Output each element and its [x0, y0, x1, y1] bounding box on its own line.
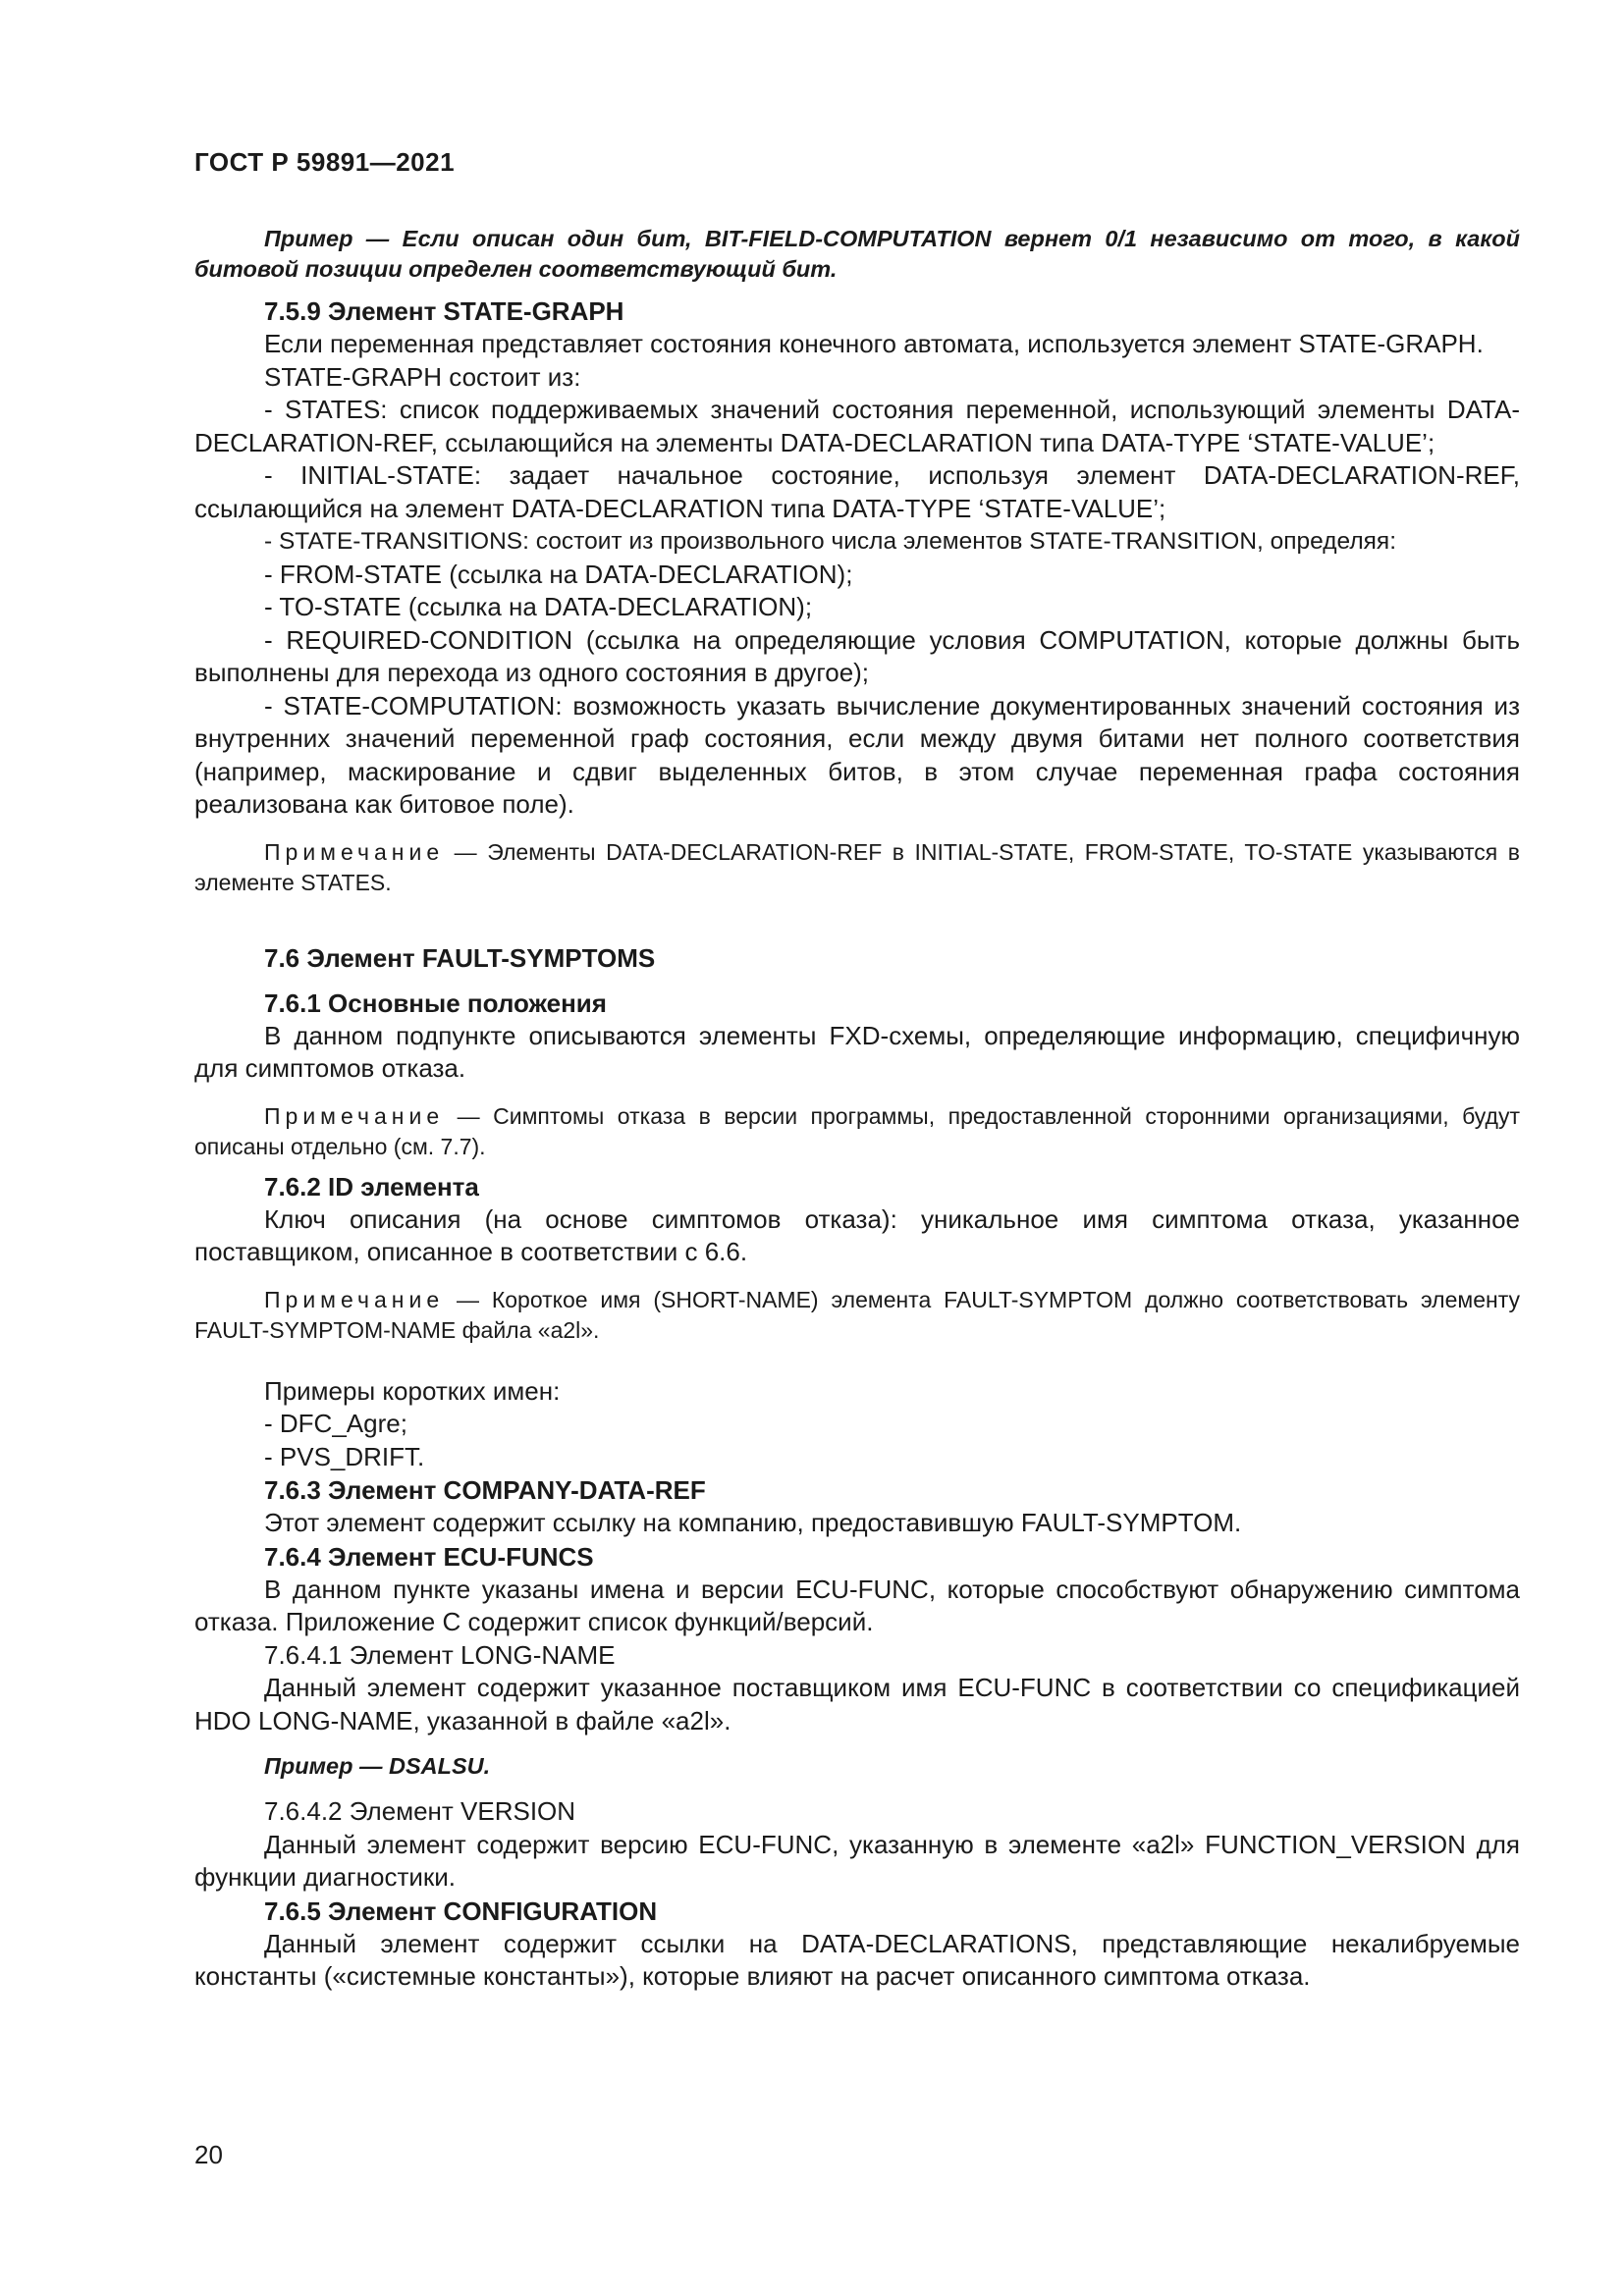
paragraph: Ключ описания (на основе симптомов отказа): уникальное имя симптома отказа, указанное поставщиком, описанное в соответствии с 6.6.: [194, 1203, 1520, 1266]
heading-7-6-5: 7.6.5 Элемент CONFIGURATION: [264, 1896, 658, 1926]
note: [194, 837, 1520, 898]
list-item: - STATES: список поддерживаемых значений состояния переменной, использующий элементы DATA-DECLARATION-REF, ссылающийся на элементы DATA-DECLARATION типа DATA-TYPE ‘STATE-VALUE’;: [194, 395, 1520, 457]
paragraph: Этот элемент содержит ссылку на компанию, предоставившую FAULT-SYMPTOM.: [264, 1508, 1242, 1537]
list-item: - TO-STATE (ссылка на DATA-DECLARATION);: [264, 592, 813, 621]
note-label: Примечание: [264, 838, 445, 865]
heading-7-6-4-2: 7.6.4.2 Элемент VERSION: [264, 1796, 576, 1826]
note-label: Примечание: [264, 1286, 445, 1312]
heading-7-6: 7.6 Элемент FAULT-SYMPTOMS: [264, 942, 656, 973]
note-text: — Короткое имя (SHORT-NAME) элемента FAULT-SYMPTOM должно соответствовать элементу FAULT-SYMPTOM-NAME файла «a2l».: [194, 1286, 1520, 1343]
heading-7-6-2: 7.6.2 ID элемента: [264, 1171, 479, 1201]
list-item: - DFC_Agre;: [264, 1409, 407, 1438]
example-text: Пример — DSALSU.: [264, 1753, 491, 1779]
example-text: Пример — Если описан один бит, BIT-FIELD-COMPUTATION вернет 0/1 независимо от того, в какой битовой позиции определен соответствующий бит.: [194, 226, 1520, 282]
heading-7-6-1: 7.6.1 Основные положения: [264, 988, 607, 1018]
paragraph: STATE-GRAPH состоит из:: [264, 361, 581, 392]
document-body: [194, 224, 1520, 1994]
heading-7-6-3: 7.6.3 Элемент COMPANY-DATA-REF: [264, 1475, 706, 1505]
note-label: Примечание: [264, 1102, 445, 1129]
list-item: - STATE-COMPUTATION: возможность указать вычисление документированных значений состояния из внутренних значений переменной граф состояния, если между двумя битами нет полного соответствия (например, маскирование и сдвиг выделенных битов, в этом случае переменная графа состояния реализована как битовое поле).: [194, 690, 1520, 819]
paragraph: В данном подпункте описываются элементы FXD-схемы, определяющие информацию, специфичную для симптомов отказа.: [194, 1020, 1520, 1083]
paragraph: Данный элемент содержит указанное поставщиком имя ECU-FUNC в соответствии со спецификацией HDO LONG-NAME, указанной в файле «a2l».: [194, 1673, 1520, 1735]
list-item: - INITIAL-STATE: задает начальное состояние, используя элемент DATA-DECLARATION-REF, ссылающийся на элемент DATA-DECLARATION типа DATA-TYPE ‘STATE-VALUE’;: [194, 460, 1520, 523]
heading-7-5-9: 7.5.9 Элемент STATE-GRAPH: [264, 296, 624, 326]
page-number: 20: [194, 2140, 223, 2169]
paragraph: В данном пункте указаны имена и версии ECU-FUNC, которые способствуют обнаружению симптома отказа. Приложение С содержит список функций/версий.: [194, 1574, 1520, 1636]
standard-header: ГОСТ Р 59891—2021: [194, 147, 456, 177]
paragraph: Если переменная представляет состояния конечного автомата, используется элемент STATE-GRAPH.: [264, 329, 1484, 358]
paragraph: Данный элемент содержит версию ECU-FUNC, указанную в элементе «a2l» FUNCTION_VERSION для функции диагностики.: [194, 1829, 1520, 1892]
list-item: - FROM-STATE (ссылка на DATA-DECLARATION);: [264, 559, 853, 589]
heading-7-6-4-1: 7.6.4.1 Элемент LONG-NAME: [264, 1639, 616, 1670]
note: [194, 1101, 1520, 1162]
list-item: - STATE-TRANSITIONS: состоит из произвольного числа элементов STATE-TRANSITION, определяя:: [264, 528, 1396, 555]
list-item: - PVS_DRIFT.: [264, 1441, 425, 1471]
heading-7-6-4: 7.6.4 Элемент ECU-FUNCS: [264, 1541, 594, 1572]
note-text: — Симптомы отказа в версии программы, предоставленной сторонними организациями, будут описаны отдельно (см. 7.7).: [194, 1102, 1520, 1159]
paragraph: Данный элемент содержит ссылки на DATA-DECLARATIONS, представляющие некалибруемые константы («системные константы»), которые влияют на расчет описанного симптома отказа.: [194, 1928, 1520, 1991]
paragraph: Примеры коротких имен:: [264, 1375, 561, 1406]
note: [194, 1285, 1520, 1346]
list-item: - REQUIRED-CONDITION (ссылка на определяющие условия COMPUTATION, которые должны быть выполнены для перехода из одного состояния в другое);: [194, 624, 1520, 687]
note-text: — Элементы DATA-DECLARATION-REF в INITIAL-STATE, FROM-STATE, TO-STATE указываются в элементе STATES.: [194, 838, 1520, 895]
